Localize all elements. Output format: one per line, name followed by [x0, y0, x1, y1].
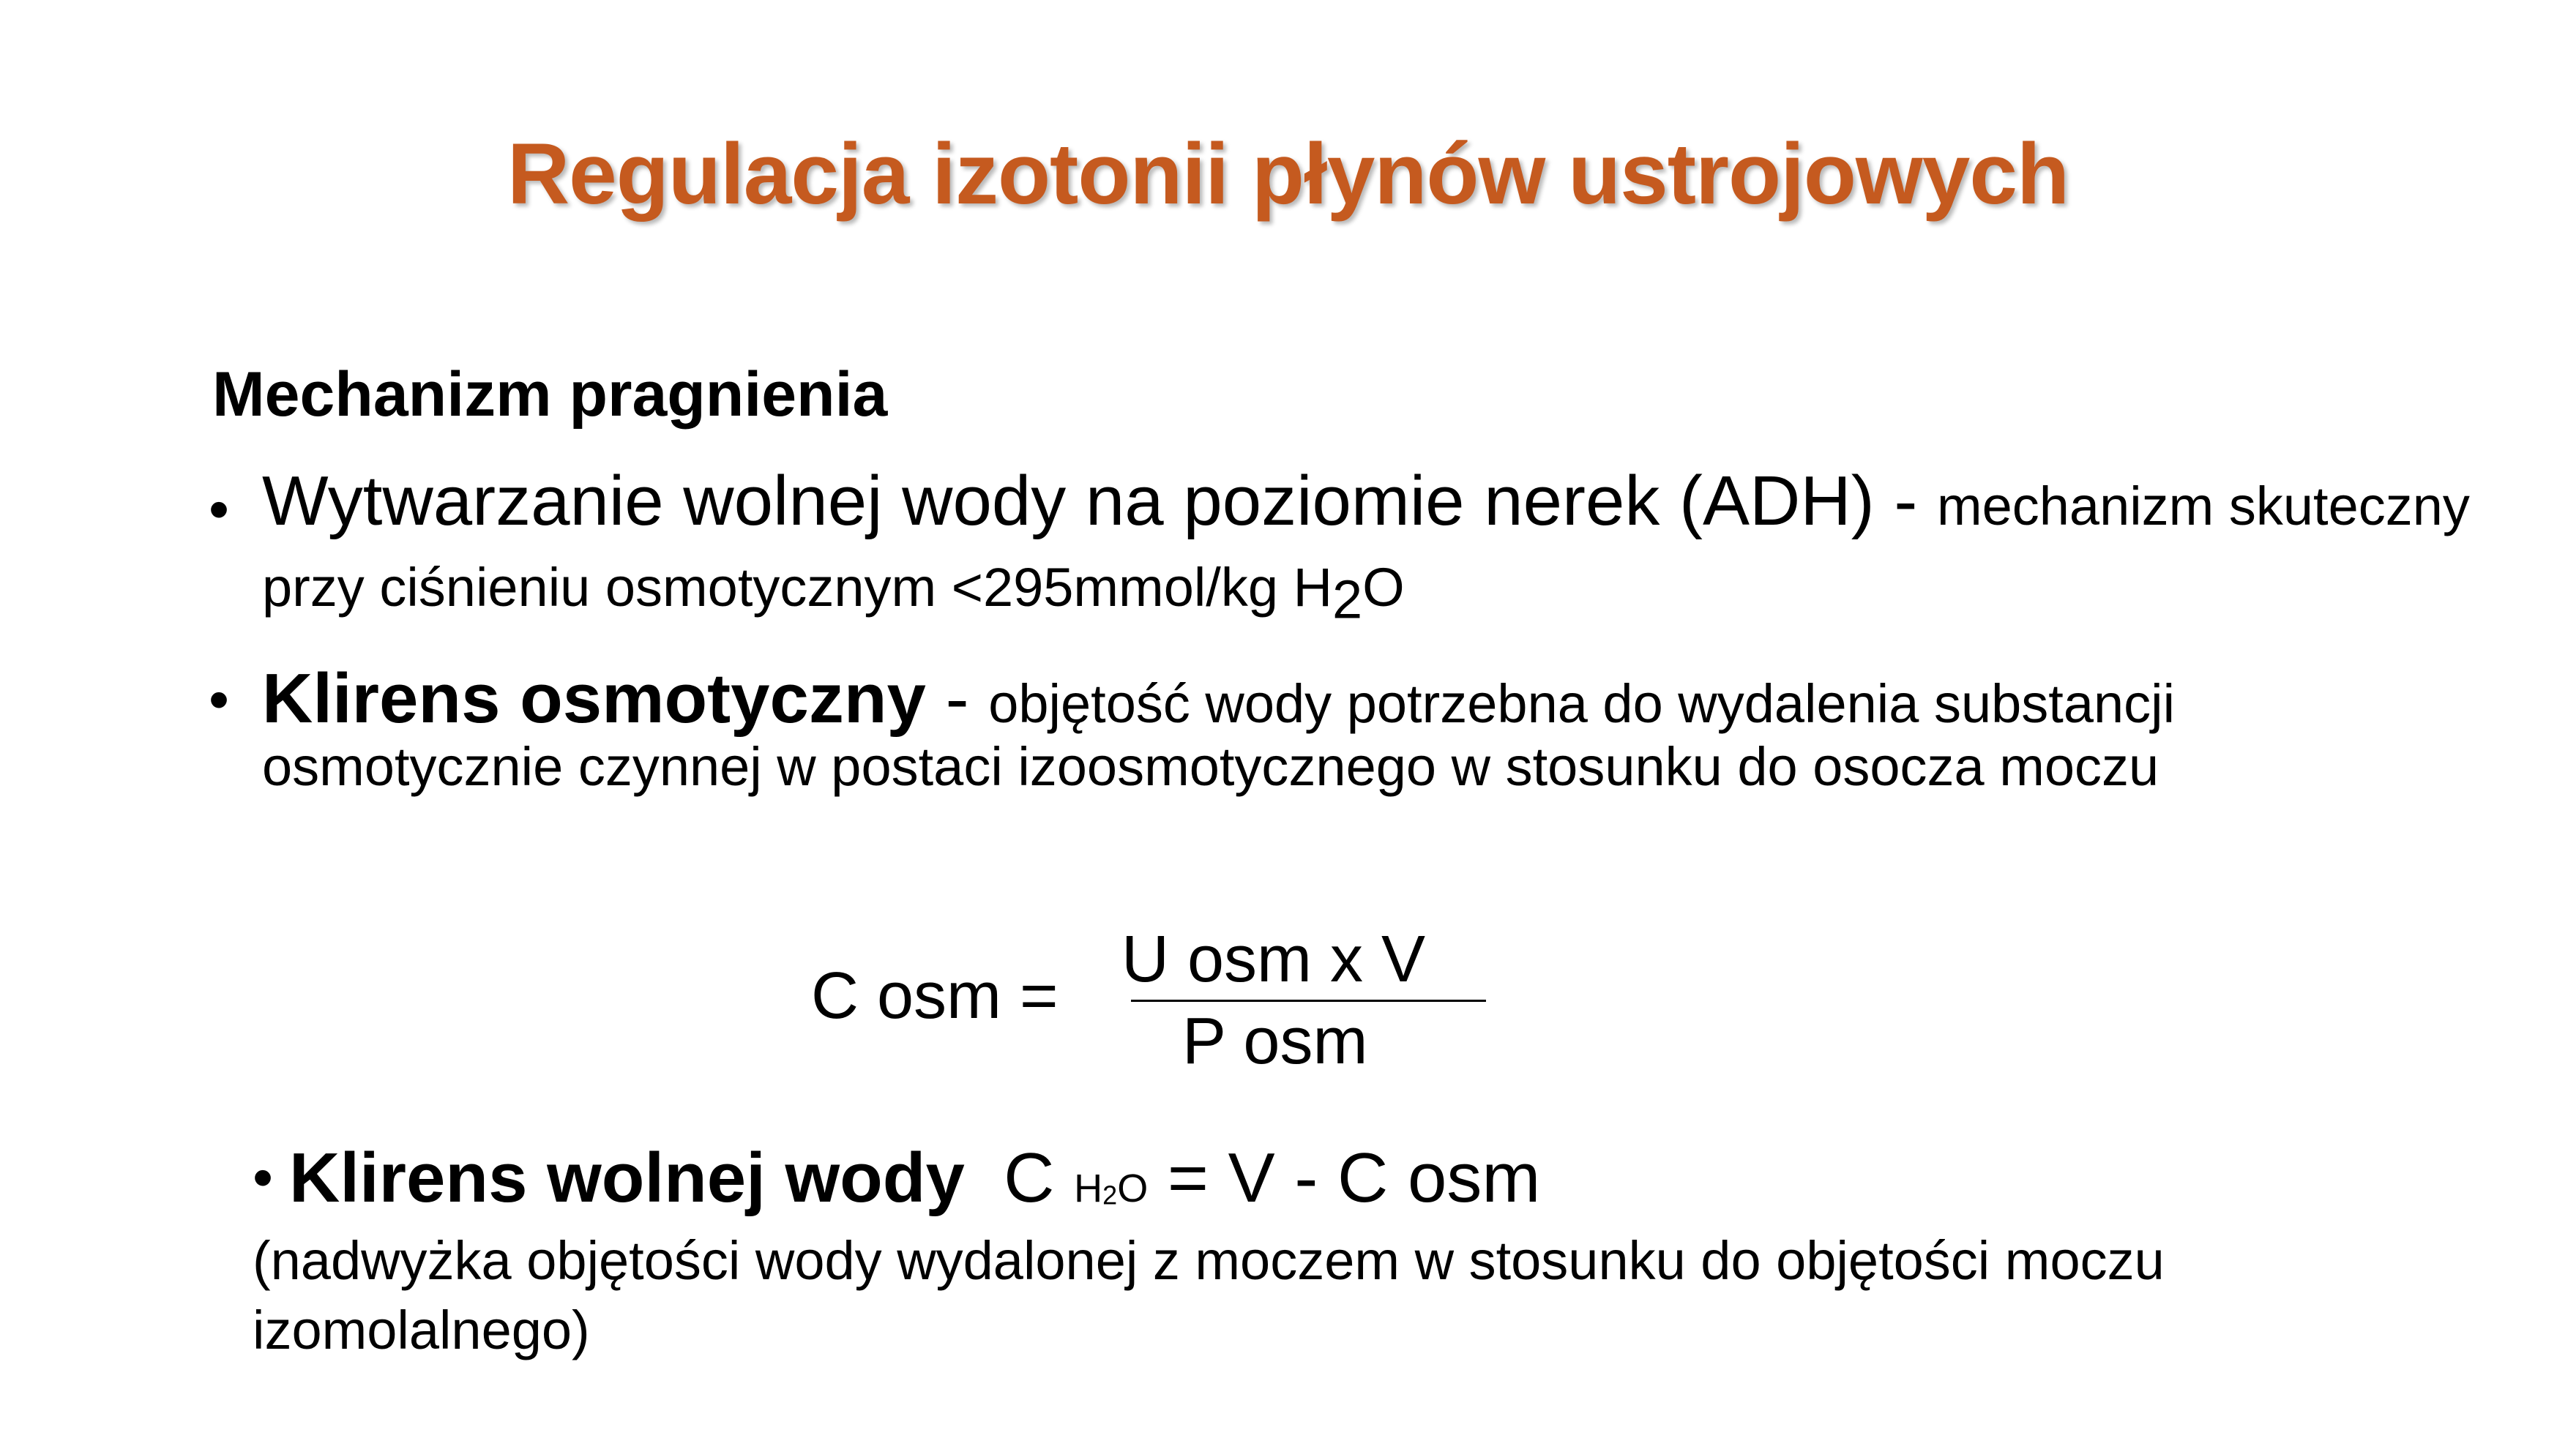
- bullet-osmotic-clearance: [209, 659, 2551, 820]
- bullet-osmotic-line1: [262, 659, 2175, 739]
- bullet-adh-line1: [262, 461, 2470, 542]
- bullet-adh-separator: -: [1874, 462, 1937, 540]
- bullet-adh: [209, 461, 2551, 637]
- bullet-adh-desc: mechanizm skuteczny: [1936, 476, 2470, 536]
- bullet-osmotic-separator: -: [925, 659, 989, 738]
- free-water-formula-rest: = V - C osm: [1167, 1139, 1541, 1217]
- bullet-marker: •: [253, 1145, 274, 1210]
- formula-lhs: C osm =: [811, 959, 1059, 1033]
- bullet-adh-line2-suffix: O: [1362, 557, 1405, 618]
- bullet-free-water-term: Klirens wolnej wody: [289, 1139, 965, 1217]
- bullet-free-water-line1: [289, 1138, 1540, 1218]
- bullet-osmotic-line2: [262, 735, 2159, 798]
- bullet-adh-line2-text: przy ciśnieniu osmotycznym <295mmol/kg H: [262, 557, 1333, 618]
- formula-denominator: P osm: [1182, 1005, 1368, 1078]
- free-water-explanation-line1: [253, 1229, 2165, 1292]
- formula-fraction-bar: [1131, 1000, 1486, 1002]
- bullet-marker: •: [209, 667, 230, 732]
- section-heading: Mechanizm pragnienia: [212, 359, 888, 430]
- free-water-c: C: [1004, 1139, 1055, 1217]
- bullet-adh-line2-sub: 2: [1332, 569, 1363, 630]
- free-water-explanation-text2: izomolalnego): [253, 1300, 590, 1360]
- free-water-h: H: [1074, 1167, 1103, 1210]
- bullet-marker: •: [209, 476, 230, 542]
- slide-title: Regulacja izotonii płynów ustrojowych: [507, 126, 2069, 222]
- formula-numerator: U osm x V: [1121, 923, 1426, 996]
- bullet-free-water-clearance: [253, 1138, 2522, 1387]
- free-water-explanation-line2: [253, 1299, 590, 1361]
- bullet-adh-line2: [262, 556, 1405, 630]
- free-water-o: O: [1117, 1167, 1149, 1210]
- free-water-explanation-text1: (nadwyżka objętości wody wydalonej z moczem w stosunku do objętości moczu: [253, 1230, 2165, 1291]
- bullet-osmotic-line2-text: osmotycznie czynnej w postaci izoosmotycznego w stosunku do osocza moczu: [262, 736, 2159, 797]
- bullet-osmotic-term: Klirens osmotyczny: [262, 659, 926, 738]
- bullet-osmotic-desc: objętość wody potrzebna do wydalenia substancji: [988, 673, 2176, 734]
- bullet-adh-main: Wytwarzanie wolnej wody na poziomie nerek (ADH): [262, 462, 1875, 540]
- free-water-h2-sub: 2: [1102, 1180, 1118, 1210]
